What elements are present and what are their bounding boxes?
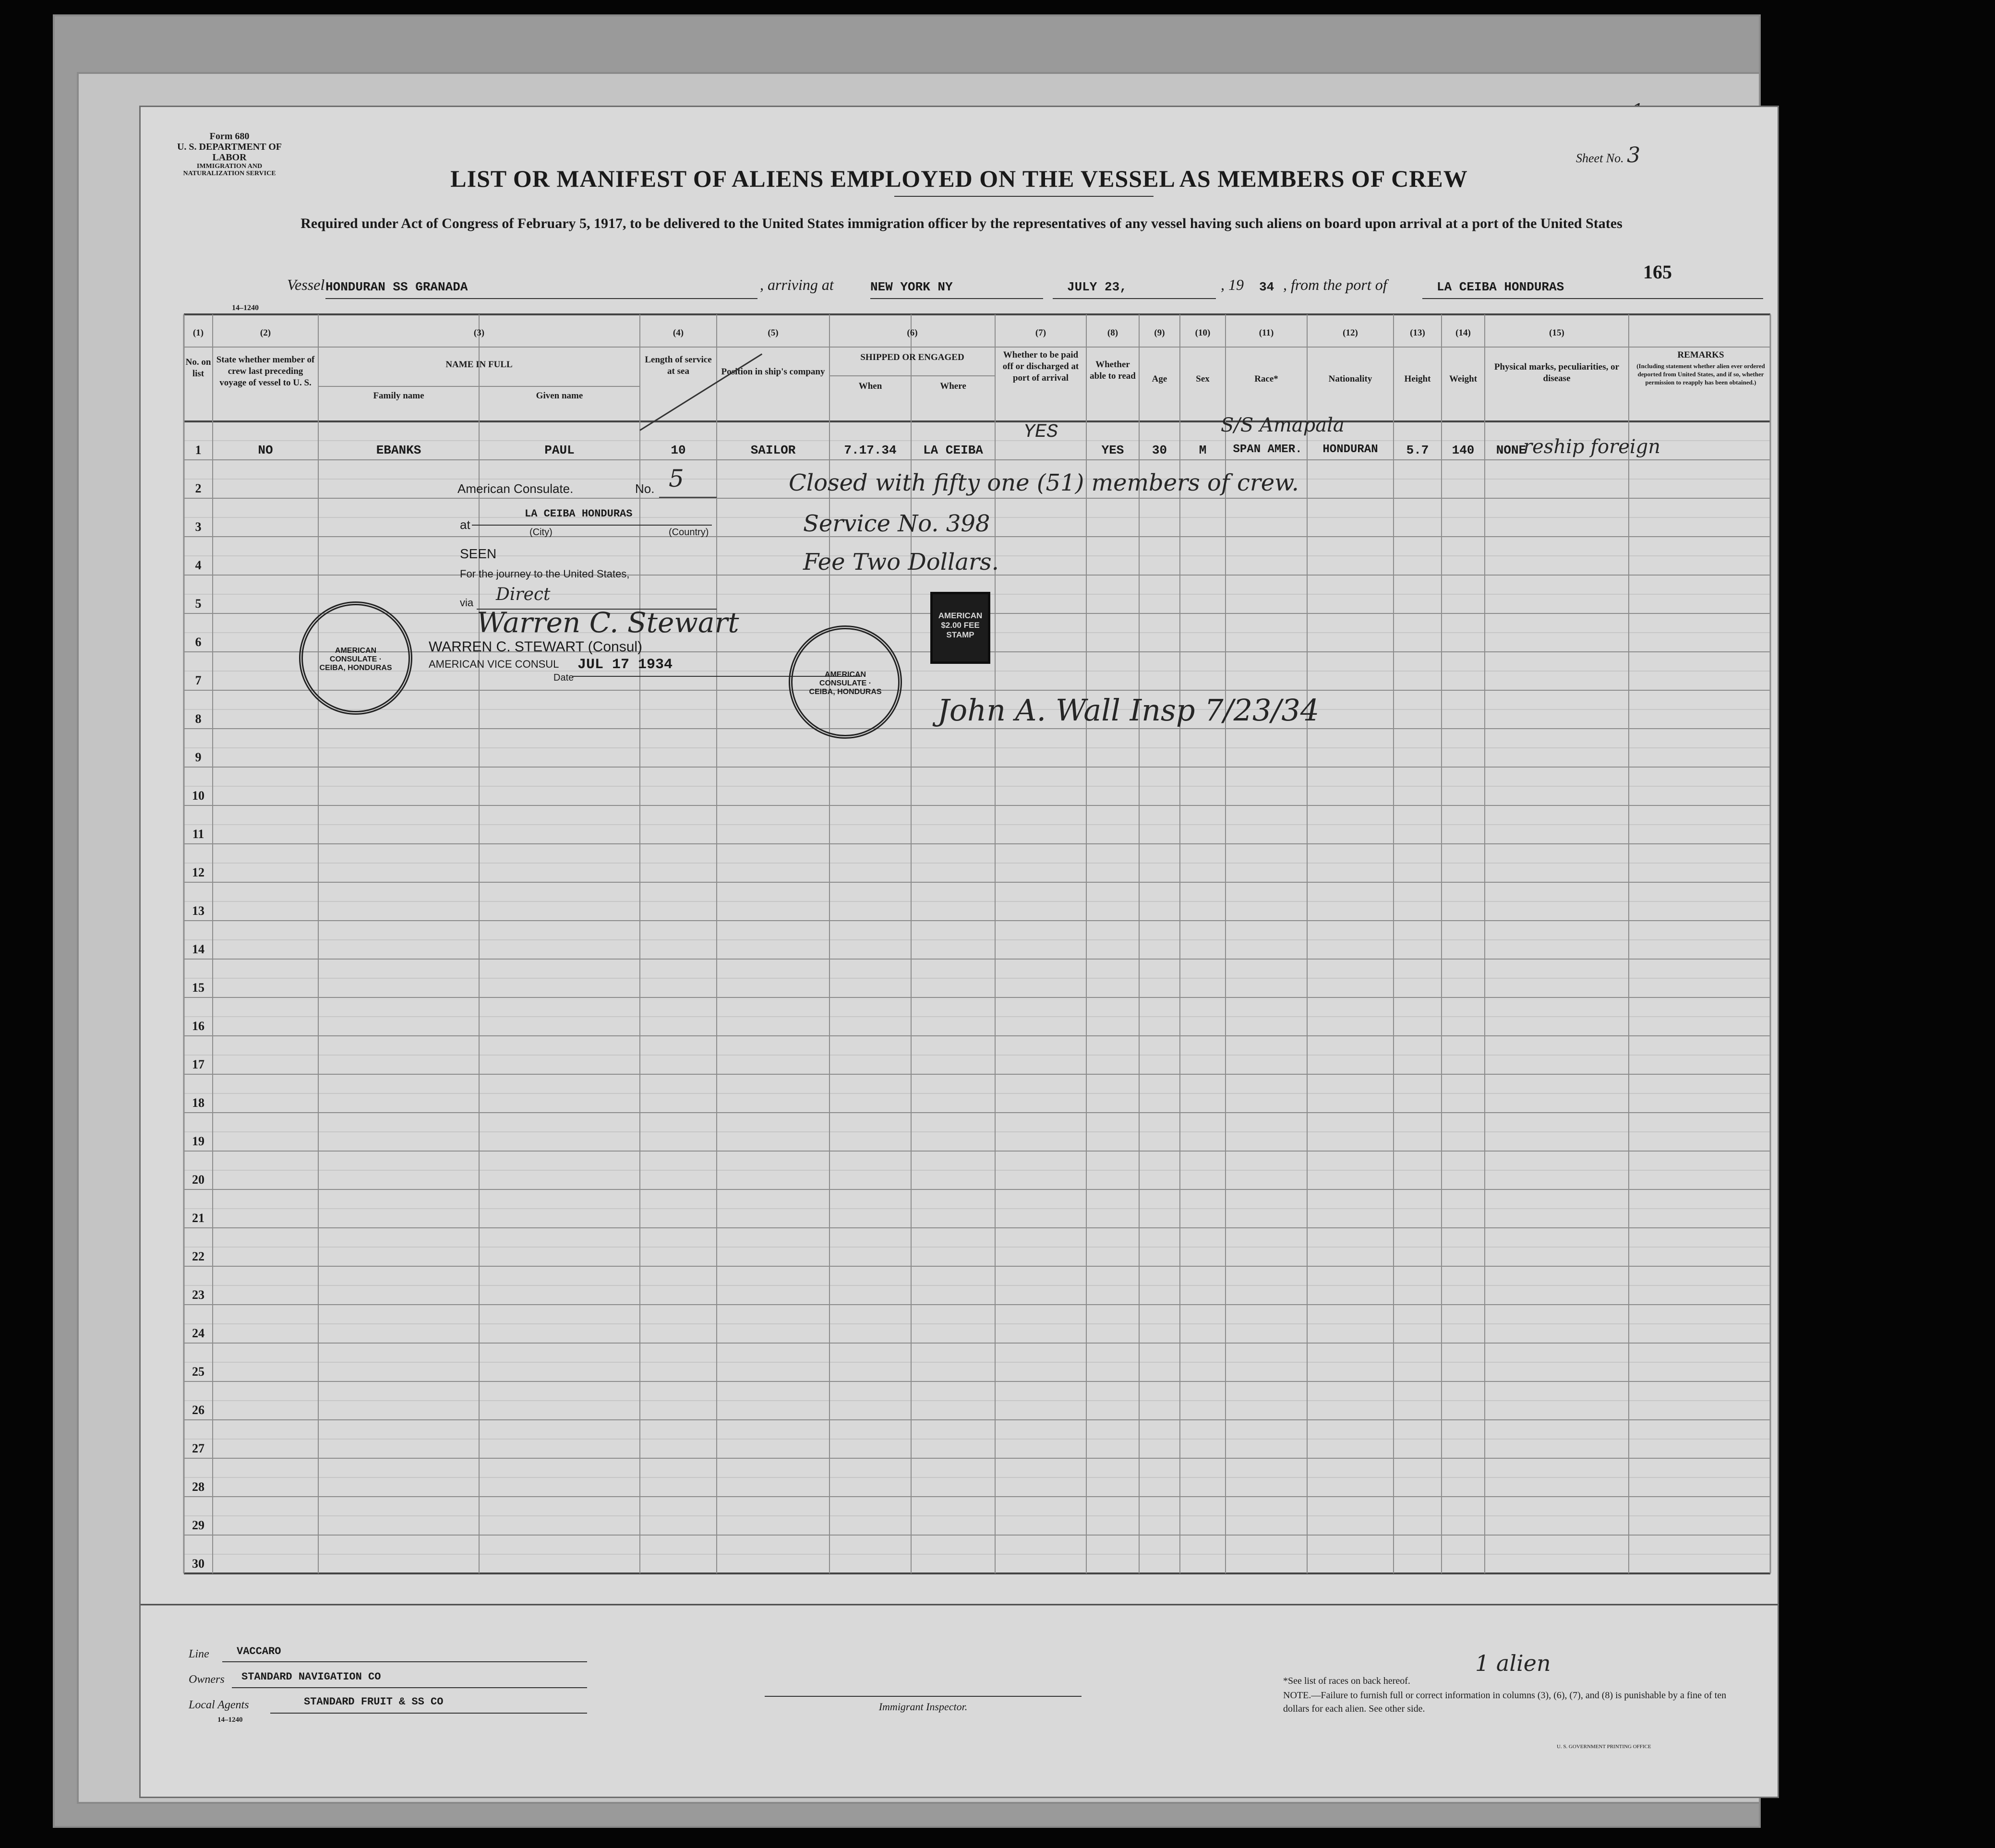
penalty-note: NOTE.—Failure to furnish full or correct information in columns (3), (6), (7), and (8) is punishable by a fine of ten dollars for each alien. See other side. [1283, 1690, 1727, 1714]
cell-height: 5.7 [1406, 443, 1429, 457]
col-num-9: (9) [1154, 328, 1165, 338]
col-header-family: Family name [373, 391, 424, 401]
cell-remarks: reship foreign [1523, 436, 1661, 458]
cell-sex: M [1199, 443, 1207, 457]
row-number: 13 [192, 904, 204, 918]
arriving-value: NEW YORK NY [870, 280, 953, 294]
col-header-remarks-note: (Including statement whether alien ever ordered deported from United States, and if so, whether permission to reapply has been obtained.) [1636, 362, 1765, 386]
printing-office: U. S. GOVERNMENT PRINTING OFFICE [1557, 1744, 1651, 1750]
row-number: 4 [195, 558, 202, 572]
row-number: 24 [192, 1326, 204, 1340]
col-num-7: (7) [1035, 328, 1046, 338]
row-number: 22 [192, 1249, 204, 1263]
col-header-marks: Physical marks, peculiarities, or disease [1494, 362, 1620, 384]
row-number: 5 [195, 597, 202, 611]
journey-label: For the journey to the United States, [460, 568, 630, 580]
cell-race: SPAN AMER. [1233, 443, 1302, 456]
col-num-5: (5) [768, 328, 779, 338]
row-number: 15 [192, 981, 204, 995]
agents-value: STANDARD FRUIT & SS CO [304, 1696, 444, 1708]
cell-paid-off: YES [1023, 421, 1058, 443]
col-num-8: (8) [1107, 328, 1118, 338]
row-number: 25 [192, 1365, 204, 1379]
from-label: , from the port of [1283, 276, 1387, 293]
cell-service: 10 [671, 443, 686, 457]
city-caption: (City) [529, 527, 553, 538]
col-header-height: Height [1404, 374, 1431, 384]
col-header-no: No. on list [185, 357, 211, 379]
row-number: 19 [192, 1134, 204, 1148]
vessel-label: Vessel [287, 276, 325, 293]
arrival-date: JULY 23, [1067, 280, 1127, 294]
row-number: 11 [192, 827, 204, 841]
col-num-2: (2) [260, 328, 271, 338]
row-number: 21 [192, 1211, 204, 1225]
cell-weight: 140 [1452, 443, 1475, 457]
cell-marks: NONE [1496, 443, 1526, 457]
title-underline [894, 196, 1154, 197]
row-number: 6 [195, 635, 202, 649]
page-title: LIST OR MANIFEST OF ALIENS EMPLOYED ON THE VESSEL AS MEMBERS OF CREW [450, 165, 1468, 192]
form-code: 14–1240 [232, 304, 259, 312]
row-number: 8 [195, 712, 202, 726]
row-number: 1 [195, 443, 202, 457]
country-caption: (Country) [669, 527, 709, 538]
stamp-number: 165 [1643, 261, 1672, 283]
row-number: 2 [195, 481, 202, 495]
year-value: 34 [1259, 280, 1274, 294]
col-header-shipped: SHIPPED OR ENGAGED [860, 352, 964, 362]
consul-date: JUL 17 1934 [577, 657, 673, 673]
consul-name: WARREN C. STEWART (Consul) [429, 639, 643, 655]
col-num-13: (13) [1410, 328, 1425, 338]
row-number: 18 [192, 1096, 204, 1110]
consulate-seal-right: AMERICAN CONSULATE · CEIBA, HONDURAS [789, 625, 902, 739]
row-number: 10 [192, 789, 204, 803]
agents-label: Local Agents [189, 1699, 249, 1711]
col-num-14: (14) [1455, 328, 1471, 338]
line-label: Line [189, 1648, 209, 1660]
inspector-signature: John A. Wall Insp 7/23/34 [937, 693, 1320, 728]
col-header-name: NAME IN FULL [445, 360, 513, 370]
col-header-remarks: REMARKS [1677, 350, 1724, 360]
row-number: 14 [192, 942, 204, 956]
col-header-prev-voyage: State whether member of crew last preceding voyage of vessel to U. S. [216, 355, 315, 388]
col-num-11: (11) [1259, 328, 1274, 338]
cell-when: 7.17.34 [844, 443, 897, 457]
footer-code: 14–1240 [217, 1716, 243, 1724]
cell-given-name: PAUL [544, 443, 575, 457]
col-header-position: Position in ship's company [721, 367, 825, 377]
ss-amapala-note: S/S Amapala [1221, 414, 1345, 436]
col-num-4: (4) [673, 328, 684, 338]
cell-where: LA CEIBA [923, 443, 983, 457]
inspector-caption: Immigrant Inspector. [878, 1701, 968, 1713]
col-num-12: (12) [1343, 328, 1358, 338]
row-number: 7 [195, 673, 202, 687]
line-value: VACCARO [237, 1645, 281, 1657]
row-number: 20 [192, 1173, 204, 1187]
col-num-1: (1) [192, 328, 204, 338]
col-header-read: Whether able to read [1090, 360, 1136, 381]
owners-value: STANDARD NAVIGATION CO [241, 1671, 381, 1683]
sheet-number: Sheet No. 3 [1576, 143, 1641, 168]
page-subtitle: Required under Act of Congress of February 5, 1917, to be delivered to the United States immigration officer by the representatives of any vessel having such aliens on board upon arrival at a port of the United States [300, 216, 1622, 231]
cell-family-name: EBANKS [376, 443, 421, 457]
row-number: 16 [192, 1019, 204, 1033]
form-identifier: Form 680 U. S. DEPARTMENT OF LABOR IMMIGRATION AND NATURALIZATION SERVICE [177, 131, 282, 178]
cell-prev-voyage: NO [258, 443, 273, 457]
row-number: 23 [192, 1288, 204, 1302]
vessel-value: HONDURAN SS GRANADA [325, 280, 468, 294]
col-header-age: Age [1152, 374, 1167, 384]
cell-nationality: HONDURAN [1322, 443, 1378, 456]
consulate-city: LA CEIBA HONDURAS [525, 508, 633, 520]
consulate-no-label: No. [635, 481, 655, 496]
arriving-label: , arriving at [760, 276, 834, 293]
col-header-where: Where [940, 381, 966, 391]
year-prefix: , 19 [1221, 276, 1244, 293]
from-port-value: LA CEIBA HONDURAS [1437, 280, 1564, 294]
col-num-6: (6) [907, 328, 918, 338]
owners-label: Owners [189, 1673, 225, 1686]
col-header-weight: Weight [1449, 374, 1478, 384]
cell-read: YES [1101, 443, 1124, 457]
row-number: 29 [192, 1518, 204, 1532]
col-header-service: Length of service at sea [645, 355, 712, 376]
fee-stamp: AMERICAN $2.00 FEE STAMP [930, 592, 990, 664]
manifest-page [139, 106, 1779, 1798]
row-number: 26 [192, 1403, 204, 1417]
alien-count-note: 1 alien [1475, 1650, 1551, 1676]
row-number: 30 [192, 1557, 204, 1571]
col-num-15: (15) [1549, 328, 1564, 338]
service-number-note: Service No. 398 [803, 510, 990, 537]
col-header-given: Given name [536, 391, 583, 401]
col-header-race: Race* [1254, 374, 1278, 384]
col-num-10: (10) [1195, 328, 1211, 338]
consulate-label: American Consulate. [457, 481, 574, 496]
via-label: via [460, 597, 474, 609]
cell-age: 30 [1152, 443, 1167, 457]
date-label: Date [553, 672, 574, 683]
consul-title: AMERICAN VICE CONSUL [429, 658, 559, 670]
via-value: Direct [496, 585, 551, 604]
cell-position: SAILOR [750, 443, 796, 457]
seen-label: SEEN [460, 546, 497, 561]
fee-note: Fee Two Dollars. [803, 549, 999, 576]
consul-signature: Warren C. Stewart [477, 606, 739, 639]
row-number: 28 [192, 1480, 204, 1494]
consulate-no-value: 5 [669, 465, 684, 492]
row-number: 12 [192, 865, 204, 879]
row-number: 27 [192, 1441, 204, 1455]
row-number: 17 [192, 1057, 204, 1071]
races-note: *See list of races on back hereof. [1283, 1676, 1410, 1686]
col-num-3: (3) [473, 328, 485, 338]
col-header-nationality: Nationality [1328, 374, 1372, 384]
row-number: 9 [195, 750, 202, 764]
col-header-paid-off: Whether to be paid off or discharged at port of arrival [1002, 350, 1079, 383]
consulate-at-label: at [460, 517, 470, 532]
consulate-seal-left: AMERICAN CONSULATE · CEIBA, HONDURAS [299, 601, 412, 715]
col-header-when: When [858, 381, 882, 391]
col-header-sex: Sex [1196, 374, 1210, 384]
row-number: 3 [195, 520, 202, 534]
closed-with-note: Closed with fifty one (51) members of crew. [789, 469, 1299, 496]
